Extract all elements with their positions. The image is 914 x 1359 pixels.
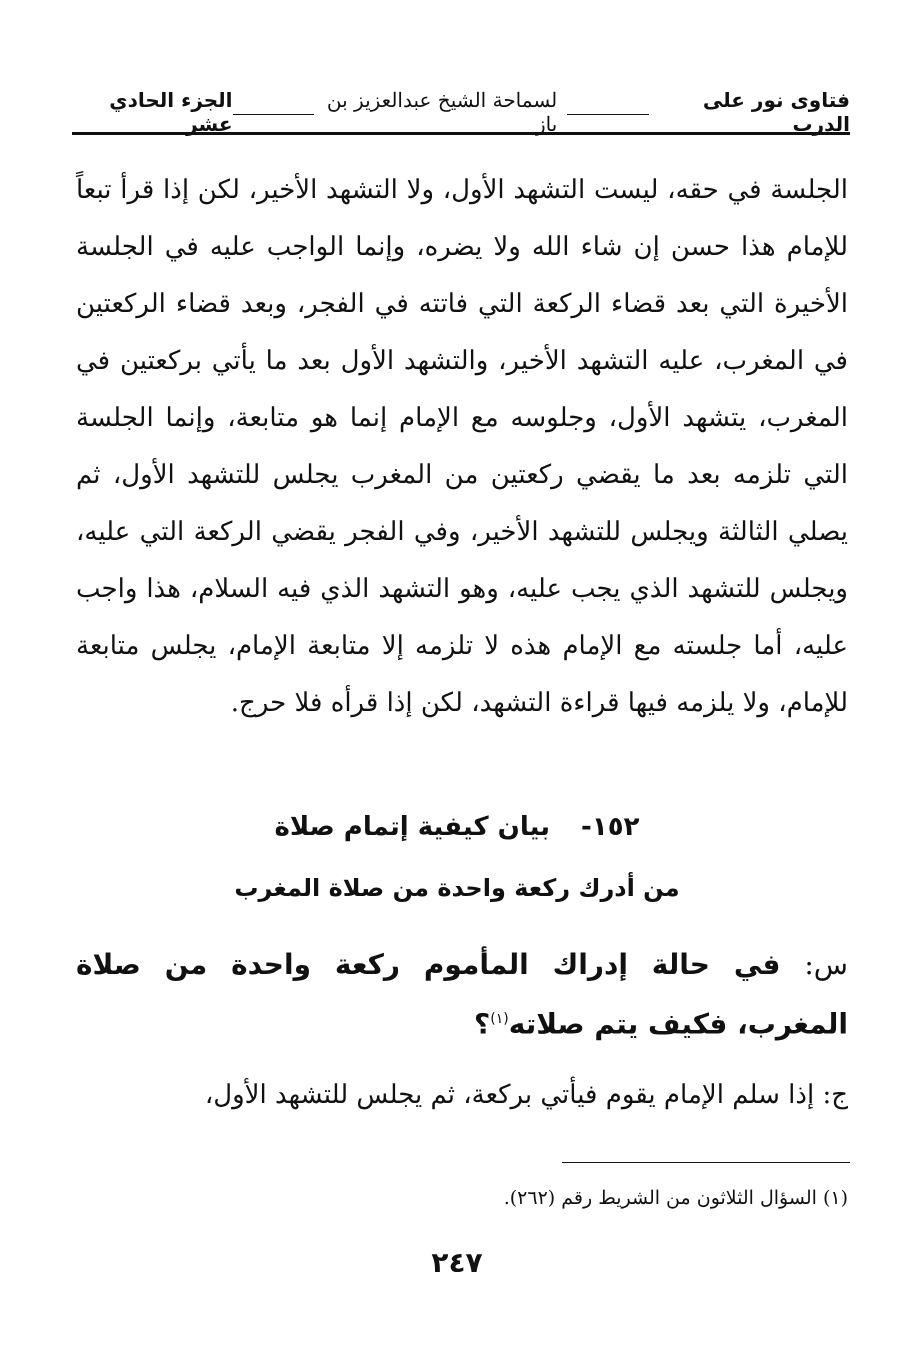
header-right [233,88,850,136]
running-header [72,88,850,136]
volume-label: الجزء الحادي عشر [109,88,233,136]
question-text: في حالة إدراك المأموم ركعة واحدة من صلاة المغرب، فكيف يتم صلاته [76,948,848,1041]
footnote-divider [562,1162,850,1163]
question [76,938,848,1051]
question-mark: ؟ [474,1007,491,1041]
footnote-marker: (١) [822,1187,848,1209]
header-dash [567,114,648,115]
footnote-text: السؤال الثلاثون من الشريط رقم (٢٦٢). [503,1187,817,1209]
body-text [76,162,848,732]
page-number: ٢٤٧ [431,1246,483,1279]
book-title: فتاوى نور على الدرب [702,88,850,136]
book-author: لسماحة الشيخ عبدالعزيز بن باز [326,88,558,136]
question-label: س: [804,948,848,981]
section-subtitle: من أدرك ركعة واحدة من صلاة المغرب [234,874,680,902]
question-footnote-ref[interactable]: (١) [490,1011,509,1027]
body-paragraph: الجلسة في حقه، ليست التشهد الأول، ولا التشهد الأخير، لكن إذا قرأ تبعاً للإمام هذا حسن إن شاء الله ولا يضره، وإنما الواجب عليه في الجلسة الأخيرة التي بعد قضاء الركعة التي فاتته في الفجر، وبعد قضاء الركعتين في المغرب، عليه التشهد الأخير، والتشهد الأول بعد ما يأتي بركعتين في المغرب، يتشهد الأول، وجلوسه مع الإمام إنما هو متابعة، وإنما الجلسة التي تلزمه بعد ما يقضي ركعتين من المغرب يجلس للتشهد الأول، ثم يصلي الثالثة ويجلس للتشهد الأخير، وفي الفجر يقضي الركعة التي عليه، ويجلس للتشهد الذي يجب عليه، وهو التشهد الذي فيه السلام، هذا واجب عليه، أما جلسته مع الإمام هذه لا تلزمه إلا متابعة الإمام، يجلس متابعة للإمام، ولا يلزمه فيها قراءة التشهد، لكن إذا قرأه فلا حرج. [76,175,848,718]
header-dash-2 [233,114,314,115]
section-heading [0,812,914,842]
footnote [76,1183,848,1213]
answer-text: إذا سلم الإمام يقوم فيأتي بركعة، ثم يجلس للتشهد الأول، [204,1080,815,1110]
section-number: ١٥٢- [581,812,640,842]
answer-label: ج: [822,1080,848,1110]
section-title: بيان كيفية إتمام صلاة [274,812,550,842]
answer [76,1070,848,1120]
